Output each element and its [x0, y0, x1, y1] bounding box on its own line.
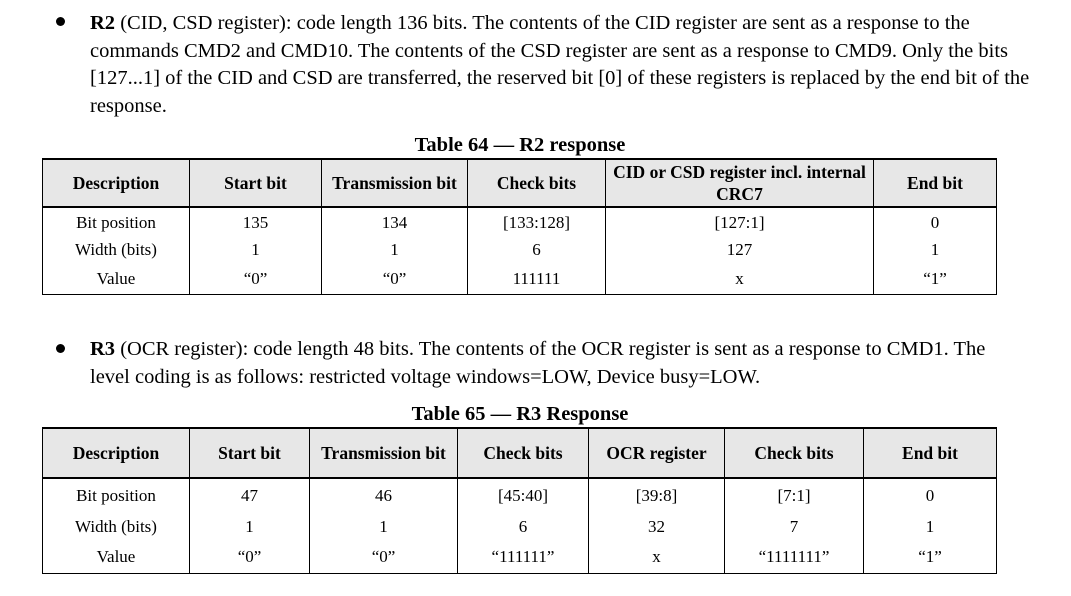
table-cell: 111111	[468, 264, 606, 294]
table-cell: 1	[190, 511, 310, 542]
table-cell: “1”	[874, 264, 997, 294]
table-cell: “0”	[322, 264, 468, 294]
col-header: Check bits	[458, 428, 589, 478]
table-cell: 127	[606, 236, 874, 264]
table-row	[43, 207, 997, 236]
r2-text: (CID, CSD register): code length 136 bits. The contents of the CID register are sent as a response to the commands CMD2 and CMD10. The contents of the CSD register are sent as a response to CMD9. Only the bits [127...1] of the CID and CSD are transferred, the reserved bit [0] of these registers is replaced by the end bit of the response.	[90, 12, 1030, 117]
table-cell: 0	[874, 207, 997, 236]
r2-paragraph	[90, 10, 1030, 120]
col-header: Transmission bit	[322, 159, 468, 207]
bullet-r3	[56, 344, 65, 353]
r2-lead: R2	[90, 12, 116, 34]
col-header: OCR register	[589, 428, 725, 478]
bullet-r2	[56, 17, 65, 26]
col-header: Start bit	[190, 428, 310, 478]
table-64-caption: Table 64 — R2 response	[414, 134, 626, 156]
col-header: Check bits	[725, 428, 864, 478]
r3-text: (OCR register): code length 48 bits. The contents of the OCR register is sent as a response to CMD1. The level coding is as follows: restricted voltage windows=LOW, Device busy=LOW.	[90, 338, 986, 388]
table-cell: x	[606, 264, 874, 294]
table-header-row	[43, 159, 997, 207]
table-cell: [39:8]	[589, 478, 725, 511]
table-row	[43, 264, 997, 294]
table-cell: 1	[874, 236, 997, 264]
table-cell: Width (bits)	[43, 511, 190, 542]
table-cell: 32	[589, 511, 725, 542]
table-cell: 134	[322, 207, 468, 236]
table-cell: 1	[864, 511, 997, 542]
r3-paragraph	[90, 336, 1030, 391]
table-cell: “0”	[190, 264, 322, 294]
table-cell: “0”	[310, 542, 458, 573]
table-cell: x	[589, 542, 725, 573]
r3-lead: R3	[90, 338, 116, 360]
table-65-r3-response	[42, 427, 997, 574]
table-cell: 135	[190, 207, 322, 236]
table-cell: [7:1]	[725, 478, 864, 511]
table-cell: 1	[190, 236, 322, 264]
table-cell: Bit position	[43, 478, 190, 511]
table-cell: “1”	[864, 542, 997, 573]
table-cell: [133:128]	[468, 207, 606, 236]
table-cell: Value	[43, 264, 190, 294]
table-cell: “111111”	[458, 542, 589, 573]
table-65-caption: Table 65 — R3 Response	[411, 403, 629, 425]
table-cell: 6	[458, 511, 589, 542]
col-header: Check bits	[468, 159, 606, 207]
table-row	[43, 511, 997, 542]
table-cell: “0”	[190, 542, 310, 573]
table-cell: [45:40]	[458, 478, 589, 511]
table-cell: Value	[43, 542, 190, 573]
col-header: End bit	[874, 159, 997, 207]
table-cell: Width (bits)	[43, 236, 190, 264]
col-header: Start bit	[190, 159, 322, 207]
table-cell: 46	[310, 478, 458, 511]
col-header: Description	[43, 428, 190, 478]
table-row	[43, 236, 997, 264]
table-row	[43, 542, 997, 573]
table-cell: Bit position	[43, 207, 190, 236]
col-header: Transmission bit	[310, 428, 458, 478]
col-header: End bit	[864, 428, 997, 478]
table-cell: 0	[864, 478, 997, 511]
table-cell: “1111111”	[725, 542, 864, 573]
table-cell: 7	[725, 511, 864, 542]
table-cell: [127:1]	[606, 207, 874, 236]
table-row	[43, 478, 997, 511]
table-64-r2-response	[42, 158, 997, 295]
table-cell: 47	[190, 478, 310, 511]
col-header: CID or CSD register incl. internal CRC7	[606, 159, 874, 207]
table-cell: 6	[468, 236, 606, 264]
table-header-row	[43, 428, 997, 478]
table-cell: 1	[322, 236, 468, 264]
table-cell: 1	[310, 511, 458, 542]
col-header: Description	[43, 159, 190, 207]
